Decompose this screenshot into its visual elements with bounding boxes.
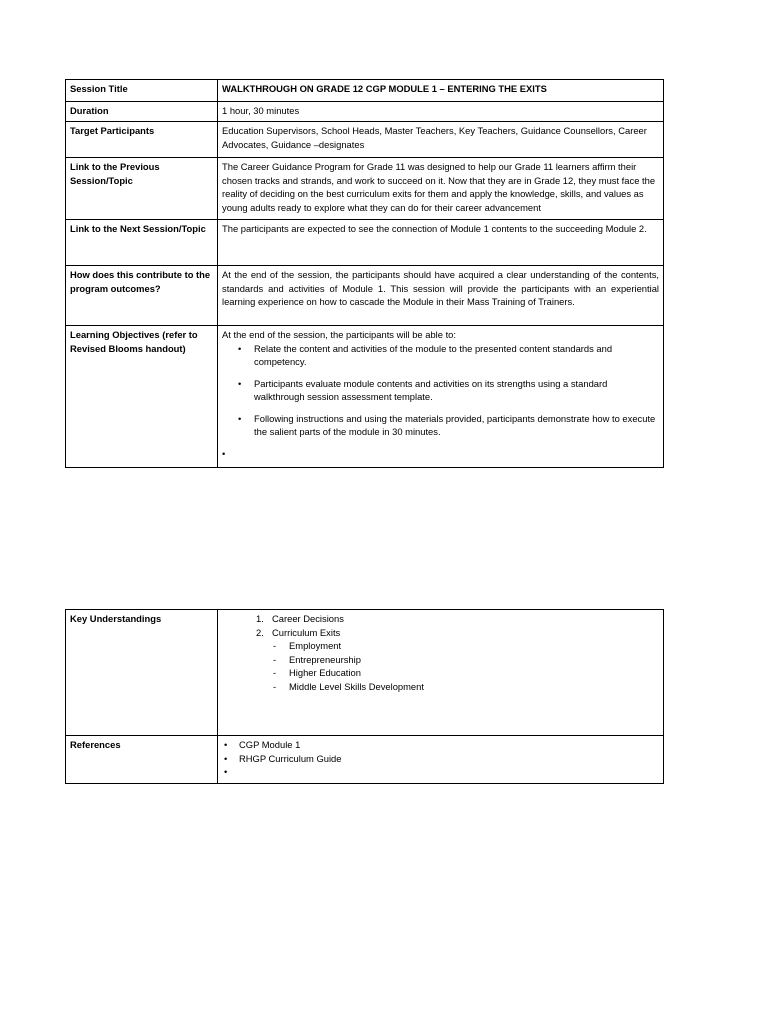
session-plan-table <box>65 79 664 468</box>
references-label: References <box>66 736 218 784</box>
list-item: • RHGP Curriculum Guide <box>239 752 659 766</box>
target-participants-value: Education Supervisors, School Heads, Master Teachers, Key Teachers, Guidance Counsellors, Career Advocates, Guidance –designates <box>218 122 664 158</box>
session-title-label: Session Title <box>66 80 218 102</box>
references-list <box>222 738 659 779</box>
list-item: • Relate the content and activities of the module to the presented content standards and competency. <box>254 342 659 369</box>
session-title-value: WALKTHROUGH ON GRADE 12 CGP MODULE 1 – ENTERING THE EXITS <box>218 80 664 102</box>
curriculum-exits-list <box>272 639 659 693</box>
duration-value: 1 hour, 30 minutes <box>218 102 664 122</box>
next-session-label: Link to the Next Session/Topic <box>66 220 218 266</box>
learning-objectives-intro: At the end of the session, the participants will be able to: <box>222 329 456 340</box>
key-understandings-label: Key Understandings <box>66 610 218 736</box>
list-item: 1. Career Decisions <box>256 613 344 624</box>
list-item: - Higher Education <box>289 666 659 680</box>
previous-session-label: Link to the Previous Session/Topic <box>66 158 218 220</box>
learning-objectives-list <box>222 342 659 439</box>
previous-session-value: The Career Guidance Program for Grade 11 was designed to help our Grade 11 learners affirm their chosen tracks and strands, and work to succeed on it. Now that they are in Grade 12, they must face the reality of deciding on the best curriculum exits for them and apply the knowledge, skills, and values as young adults ready to explore what they can do for their career advancement <box>218 158 664 220</box>
learning-objectives-label: Learning Objectives (refer to Revised Blooms handout) <box>66 326 218 468</box>
list-item: - Employment <box>289 639 659 653</box>
empty-bullet: • <box>222 447 226 459</box>
list-item: • CGP Module 1 <box>239 738 659 752</box>
target-participants-label: Target Participants <box>66 122 218 158</box>
key-understandings-table <box>65 609 664 784</box>
next-session-value: The participants are expected to see the connection of Module 1 contents to the succeeding Module 2. <box>218 220 664 266</box>
key-understandings-cell <box>218 610 664 736</box>
program-outcomes-label: How does this contribute to the program outcomes? <box>66 266 218 326</box>
list-item: - Middle Level Skills Development <box>289 680 659 694</box>
references-cell <box>218 736 664 784</box>
list-item: • Following instructions and using the materials provided, participants demonstrate how to execute the salient parts of the module in 30 minutes. <box>254 412 659 439</box>
learning-objectives-cell <box>218 326 664 468</box>
key-understandings-list <box>222 612 659 693</box>
program-outcomes-value: At the end of the session, the participants should have acquired a clear understanding of the contents, standards and activities of Module 1. This session will provide the participants with an experiential learning experience on how to cascade the Module in their Mass Training of Trainers. <box>218 266 664 326</box>
list-item <box>239 765 659 779</box>
list-item: 2. Curriculum Exits - Employment - Entrepreneurship - Higher Education - Middle Level Skills Development <box>272 626 659 694</box>
list-item: • Participants evaluate module contents and activities on its strengths using a standard walkthrough session assessment template. <box>254 377 659 404</box>
duration-label: Duration <box>66 102 218 122</box>
list-item: - Entrepreneurship <box>289 653 659 667</box>
